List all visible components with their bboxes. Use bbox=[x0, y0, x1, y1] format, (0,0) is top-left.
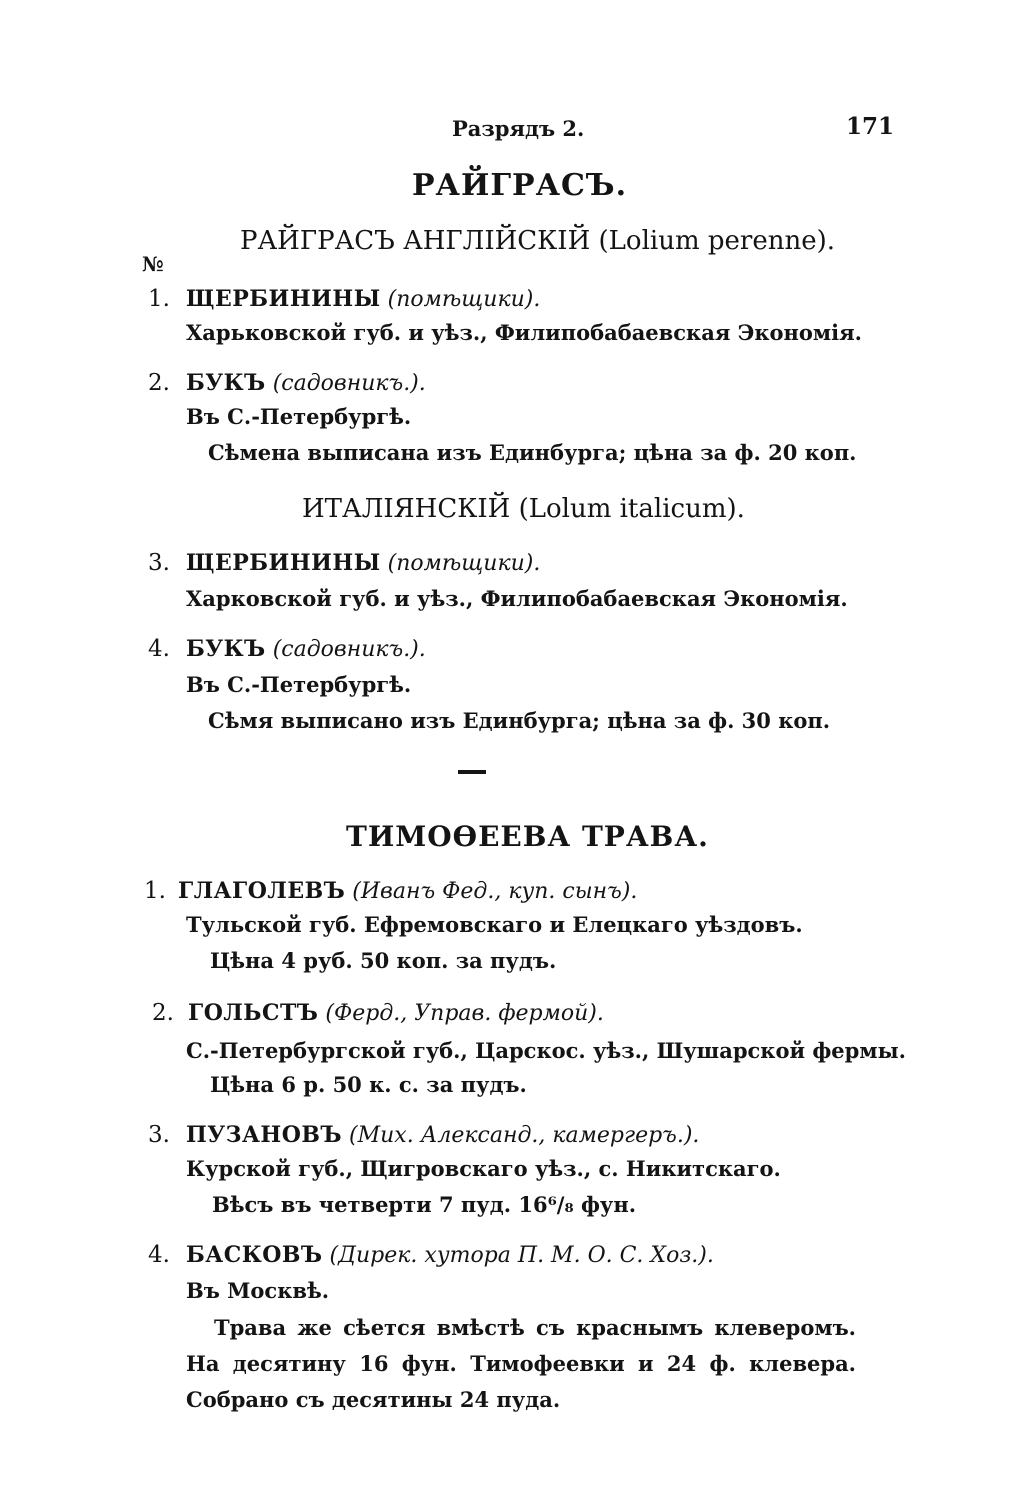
entry-number: 2. bbox=[152, 1000, 174, 1026]
entry-name: ПУЗАНОВЪ bbox=[186, 1122, 343, 1148]
entry-name: БАСКОВЪ bbox=[186, 1242, 323, 1268]
section-title-raigras: РАЙГРАСЪ. bbox=[412, 168, 628, 203]
entry-role: (садовникъ.). bbox=[272, 371, 426, 396]
entry-name: ГОЛЬСТЪ bbox=[188, 1000, 319, 1026]
entry-number: 1. bbox=[148, 286, 170, 312]
entry-number: 4. bbox=[148, 1242, 170, 1268]
entry-number: 3. bbox=[148, 1122, 170, 1148]
entry-role: (Иванъ Фед., куп. сынъ). bbox=[352, 879, 638, 904]
entry-name: ЩЕРБИНИНЫ bbox=[186, 286, 381, 312]
entry-note: Вѣсъ въ четверти 7 пуд. 16⁶/₈ фун. bbox=[212, 1192, 637, 1217]
entry-name: БУКЪ bbox=[186, 636, 266, 662]
entry-note: Сѣмя выписано изъ Единбурга; цѣна за ф. 30 коп. bbox=[208, 708, 831, 733]
entry-note: Цѣна 4 руб. 50 коп. за пудъ. bbox=[210, 948, 557, 973]
running-header-section: Разрядъ 2. bbox=[452, 116, 585, 141]
entry-number: 2. bbox=[148, 370, 170, 396]
page-number: 171 bbox=[846, 113, 895, 140]
section-divider bbox=[458, 770, 486, 774]
subsection-heading-english: РАЙГРАСЪ АНГЛІЙСКІЙ (Lolium perenne). bbox=[240, 226, 836, 256]
entry-role: (Дирек. хутора П. М. О. С. Хоз.). bbox=[329, 1243, 714, 1268]
entry-location: Въ Москвѣ. bbox=[186, 1278, 330, 1303]
entry-location: С.-Петербургской губ., Царскос. уѣз., Шушарской фермы. bbox=[186, 1038, 906, 1063]
entry-number: 3. bbox=[148, 550, 170, 576]
section-title-timothy: ТИМОѲЕЕВА ТРАВА. bbox=[346, 820, 709, 853]
entry-location: Въ С.-Петербургѣ. bbox=[186, 404, 412, 429]
entry-location: Харьковской губ. и уѣз., Филипобабаевская Экономія. bbox=[186, 320, 862, 345]
entry-location: Харковской губ. и уѣз., Филипобабаевская Экономія. bbox=[186, 586, 848, 611]
entry-location: Курской губ., Щигровскаго уѣз., с. Никитскаго. bbox=[186, 1156, 781, 1181]
entry-note: Сѣмена выписана изъ Единбурга; цѣна за ф. 20 коп. bbox=[208, 440, 857, 465]
entry-name: ЩЕРБИНИНЫ bbox=[186, 550, 381, 576]
entry-name-line bbox=[186, 1242, 714, 1268]
entry-name: ГЛАГОЛЕВЪ bbox=[178, 878, 346, 904]
entry-name-line bbox=[186, 370, 426, 396]
entry-role: (Мих. Александ., камергеръ.). bbox=[349, 1123, 700, 1148]
entry-paragraph: Трава же сѣется вмѣстѣ съ краснымъ клеверомъ. На десятину 16 фун. Тимофеевки и 24 ф. клевера. Собрано съ десятины 24 пуда. bbox=[186, 1315, 856, 1412]
number-column-label: № bbox=[142, 252, 164, 276]
entry-role: (Ферд., Управ. фермой). bbox=[325, 1001, 604, 1026]
entry-name: БУКЪ bbox=[186, 370, 266, 396]
entry-role: (помѣщики). bbox=[387, 551, 541, 576]
entry-number: 1. bbox=[144, 878, 166, 904]
entry-name-line bbox=[178, 878, 637, 904]
entry-location: Въ С.-Петербургѣ. bbox=[186, 672, 412, 697]
entry-role: (помѣщики). bbox=[387, 287, 541, 312]
entry-name-line bbox=[188, 1000, 604, 1026]
entry-name-line bbox=[186, 286, 540, 312]
subsection-heading-italian: ИТАЛІЯНСКІЙ (Lolum italicum). bbox=[302, 494, 745, 524]
entry-location: Тульской губ. Ефремовскаго и Елецкаго уѣздовъ. bbox=[186, 912, 803, 937]
entry-name-line bbox=[186, 550, 540, 576]
entry-name-line bbox=[186, 636, 426, 662]
entry-role: (садовникъ.). bbox=[272, 637, 426, 662]
entry-name-line bbox=[186, 1122, 699, 1148]
entry-number: 4. bbox=[148, 636, 170, 662]
entry-note: Цѣна 6 р. 50 к. с. за пудъ. bbox=[210, 1072, 527, 1097]
